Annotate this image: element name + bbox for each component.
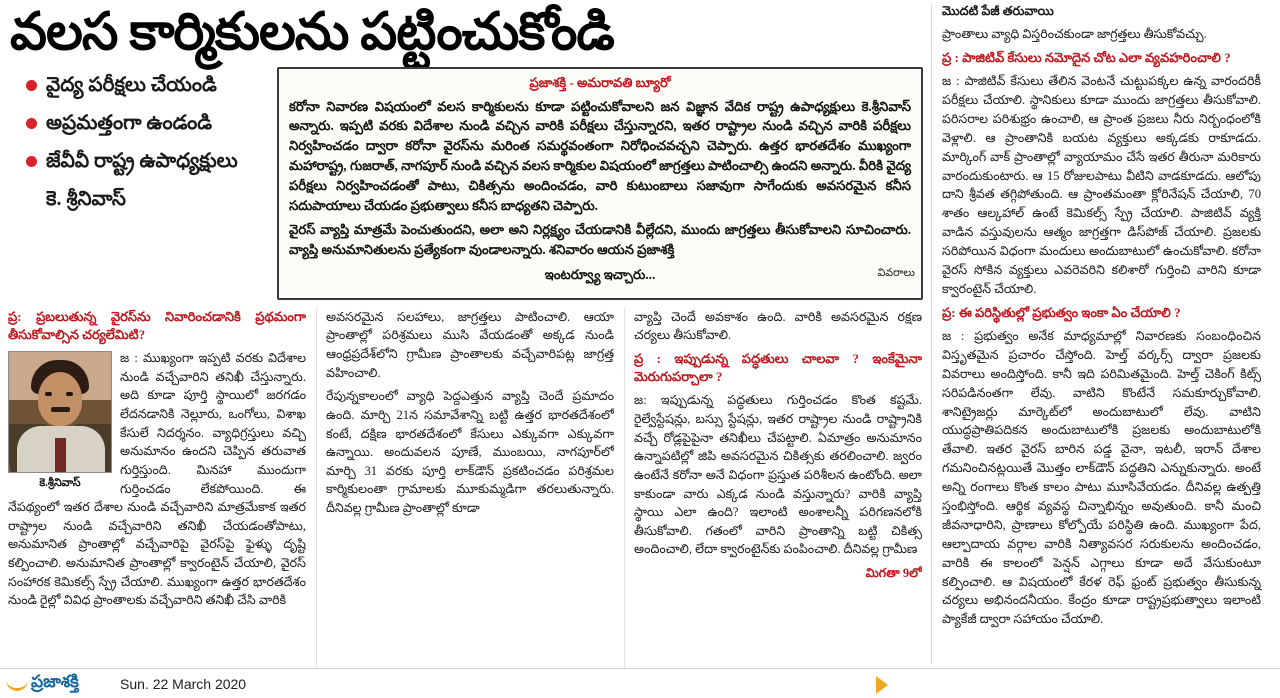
bullet-label: వైద్య పరీక్షలు చేయండి: [46, 73, 217, 96]
list-item: [26, 111, 263, 136]
interview-question: ప్ర: ప్రబలుతున్న వైరస్‌ను నివారించడానికి ప్రథమంగా తీసుకోవాల్సిన చర్యలేమిటి?: [8, 308, 306, 342]
intro-paragraph: వైరస్ వ్యాప్తి మాత్రమే పెంచుతుందని, అలా అని నిర్లక్ష్యం చేయడానికి వీల్లేదని, ముందు జాగ్రత్తలు తీసుకోవాలని సూచించారు. వ్యాప్తి అనుమానితులను ప్రత్యేకంగా వుండాలన్నారు. శనివారం ఆయన ప్రజాశక్తి: [289, 222, 911, 258]
intro-body: [289, 97, 911, 285]
publication-date: Sun. 22 March 2020: [120, 675, 247, 692]
byline: ప్రజాశక్తి - అమరావతి బ్యూరో: [529, 74, 671, 90]
bullet-label: అప్రమత్తంగా ఉండండి: [46, 111, 213, 134]
jump-line: మిగతా 9లో: [865, 566, 922, 581]
interview-question: ప్ర : పాజిటివ్ కేసులు నమోదైన చోట ఎలా వ్యవహరించాలి ?: [942, 49, 1231, 65]
photo-moustache: [51, 407, 70, 412]
photo-caption: కె.శ్రీనివాస్: [39, 477, 81, 490]
intro-paragraph: కరోనా నివారణ విషయంలో వలస కార్మికులను కూడా పట్టించుకోవాలని జన విజ్ఞాన వేదిక రాష్ట్ర ఉపాధ్యక్షులు కె.శ్రీనివాస్ అన్నారు. ఇప్పటి వరకు విదేశాల నుండి వచ్చిన వారికి పరీక్షలు చేస్తున్నారని, ఇతర రాష్ట్రాల నుండి వచ్చిన వారికి పరీక్షలు నిర్వహించడం ద్వారా కరోనా వైరస్‌ను మరింత సమర్థవంతంగా నిరోధించవచ్చని చెప్పారు. ఉత్తర భారతదేశం ముఖ్యంగా మహారాష్ట్ర, గుజరాత్, నాగపూర్ నుండి వచ్చిన వలస కార్మికుల విషయంలో జాగ్రత్తలు పాటించాల్సి ఉందని అన్నారు. వీరికి వైద్య పరీక్షలు నిర్వహించడంతో పాటు, చికిత్సను అందించడం, వారి కుటుంబాలు సజావుగా సాగేందుకు అవసరమైన కనీస సదుపాయాలు చేయడం ప్రభుత్వాలు కనీస బాధ్యతని చెప్పారు.: [289, 98, 911, 213]
list-item: [26, 187, 263, 212]
main-article-zone: [8, 4, 923, 664]
bullet-dot-icon: [26, 156, 37, 167]
body-columns: [8, 308, 923, 676]
intro-box: [277, 67, 923, 300]
page-footer: [0, 668, 1280, 698]
body-paragraph: రేపున్నకాలంలో వ్యాధి పెద్దఎత్తున వ్యాప్తి చెందే ప్రమాదం ఉంది. మార్చి 21న సమావేశాన్ని బట్టి ఉత్తర భారతదేశంలో కంటే, దక్షిణ భారతదేశంలో కేసులు ఎక్కువగా ఎక్కువగా ఉన్నాయి. అందువలన పూణే, ముంబయి, నాగపూర్‌లో మార్చి 31 వరకు పూర్తి లాక్‌డౌన్ ప్రకటించడం పరిశ్రమల కార్మికులంతా గ్రామాలకు మూకుమ్మడిగా తరలుతున్నారు. దీనివల్ల గ్రామీణ ప్రాంతాల్లో కూడా: [326, 389, 614, 516]
photo-tie: [55, 438, 66, 473]
bullet-dot-icon: [26, 80, 37, 91]
page-layout: [8, 4, 1272, 664]
photo-block: [8, 351, 112, 491]
interview-question: ప్ర: ఈ పరిస్థితుల్లో ప్రభుత్వం ఇంకా ఏం చేయాలి ?: [942, 304, 1181, 320]
avatar: [8, 351, 112, 473]
photo-eye-left: [45, 392, 52, 396]
continuation-heading: మొదటి పేజీ తరువాయి: [942, 4, 1054, 18]
continuation-column: [931, 4, 1261, 664]
page-title: వలస కార్మికులను పట్టించుకోండి: [10, 4, 614, 61]
headline-support-row: [8, 67, 923, 300]
body-paragraph: వ్యాప్తి చెందే అవకాశం ఉంది. వారికి అవసరమైన రక్షణ చర్యలు తీసుకోవాలి.: [634, 309, 922, 343]
interview-question: ప్ర : ఇప్పుడున్న పద్ధతులు చాలవా ? ఇంకేమైనా మెరుగుపర్చాలా ?: [634, 351, 922, 385]
logo-text: ప్రజాశక్తి: [31, 672, 79, 691]
list-item: [26, 73, 263, 98]
interview-answer: జ : పాజిటివ్ కేసులు తేలిన వెంటనే చుట్టుపక్కల ఉన్న వారందరికీ పరీక్షలు చేయాలి. స్థానికులు కూడా ముందు జాగ్రత్తలు తీసుకోవాలి. పరిసరాల పరిశుభ్రం ఉంచాలి, ఆ ప్రాంత ప్రజలు నీరు నిర్బంధంలోకి వెళ్లాలి. ఆ ప్రాంతానికి బయట వ్యక్తులు అక్కడకు రాకూడదు. మార్కింగ్ వాక్ ప్రాంతాల్లో వ్యాయామం చేసే ఇతర తీరునా మరికారు వారందుకుంటారు. ఆ 15 రోజులపాటు వీటిని వాడకూడదు. ఆలోపు దాని శ్రీవత తగ్గిపోతుంది. ఆ ప్రాంతమంతా క్లోరినేషన్ చేయాలి, 70 శాతం ఆల్కహాల్ ఉంటే కెమికల్స్ స్ప్రే చేయాలి. పాజిటివ్ వ్యక్తి వాడిన వస్తువులను ఆత్మం జాగ్రత్తగా డిస్‌పోజ్ చేయాలి. ప్రజలకు సరిపోయిన విధంగా మందులు అందుబాటులో ఉంచుకోవాలి. కరోనా వైరస్ సోకిన వ్యక్తులు ఎవరెవరిని కలిశారో గుర్తించి వారిని కూడా క్వారంటైన్ చేయాలి.: [942, 74, 1261, 296]
interview-answer: జ: ఇప్పుడున్న పద్ధతులు గుర్తించడం కొంత కష్టమే. రైల్వేస్టేషన్లు, బస్సు స్టేషన్లు, ఇతర రాష్ట్రాల నుండి రాష్ట్రానికి వచ్చే రోడ్లపైపైనా తనిఖీలు చేపట్టాలి. ఏమాత్రం అనుమానం ఉన్నాపటిల్లో జిపి అవసరమైన చికిత్సకు తరలించాలి. జ్వరం ఉంటేనే కరోనా అనే విధంగా ప్రస్తుత పరిశీలన ఉంటోంది. అలా కాకుండా వారు ఎక్కడ నుండి వస్తున్నారు? వారికి వ్యాప్తి స్థాయి ఎలా ఉంది? ఇలాంటి అంశాలన్నీ పరిగణనలోకి తీసుకోవాలి. గతంలో వారిని ప్రాంతాన్ని బట్టి చికిత్స అందించాలి, లేదా క్వారంటైన్‌కు పంపించాలి. దీనివల్ల గ్రామీణ: [634, 393, 922, 557]
interview-answer: జ : ప్రభుత్వం అనేక మాధ్యమాల్లో నివారణకు సంబంధించిన విస్తృతమైన ప్రచారం చేస్తోంది. హెల్త్ వర్కర్స్ ద్వారా ప్రజలకు వివరాలు అందిస్తోంది. కానీ ఇది పరిమితమైంది. హెల్త్ చెకింగ్ కిట్స్ సరిపడినంతగా లేవు. వాటిని కొంటేనే సమకూర్చుకోవాలి. శానిట్రైజర్లు మార్కెట్‌లో అందుబాటులో లేవు. వాటిని యుద్ధప్రాతిపదికన అందుబాటులోకి ప్రజలకు అందుబాటులోకి తేవాలి. ఇతర వైరస్ బారిన పడ్డ వైనా, ఇటలీ, ఇరాన్ దేశాల గమనించినట్లయితే మొత్తం లాక్‌డౌన్ పద్ధతిని ఎన్నుకున్నారు. అంటే అన్ని రంగాలు కొంత కాలం పాటు మూసివేయడం. దీనివల్ల ఉత్పత్తి స్తంభిస్తోంది. ఆర్థిక వ్యవస్థ చిన్నాభిన్నం అవుతుంది. కానీ మంచి జీవనాధారిని, ప్రాణాలు కోల్పోయే పరిస్థితి ఉంది. ముఖ్యంగా పేద, ఆల్పాదాయ వర్గాల వారికి నిత్యావసర సరుకులను అందించడం, వారికి ఈ కాలంలో పెన్షన్ ఎగ్గాలు కూడా అదే వేసుకుంటూ కల్పించాలి. ఆ విషయంలో కేరళ రెఫ్ ఫ్రంట్ ప్రభుత్వం తీసుకున్న చర్యలు అభినందనీయం. కేంద్రం కూడా రాష్ట్రప్రభుత్వాలు ఇలాంటి ప్యాకేజీ ద్వారా సహాయం చేయాలి.: [942, 328, 1261, 627]
bullet-dot-icon: [26, 118, 37, 129]
intro-closing-line: ఇంటర్వ్యూ ఇచ్చారు...: [544, 266, 656, 282]
continuation-body: [942, 25, 1261, 629]
body-paragraph: ప్రాంతాలు వ్యాధి విస్తరించకుండా జాగ్రత్తలు తీసుకోవచ్చు.: [942, 27, 1207, 41]
photo-eye-right: [66, 392, 73, 396]
bullet-list: [8, 67, 263, 225]
publication-logo: [6, 673, 110, 695]
logo-swash-icon: [6, 677, 28, 691]
interview-answer: జ : ముఖ్యంగా ఇప్పటి వరకు విదేశాల నుండి వచ్చేవారిని తనిఖీ చేస్తున్నారు. అది కూడా పూర్తి స్థాయిలో జరగడం లేదనడానికి నెల్లూరు, ఒంగోలు, విశాఖ కేసులే నిదర్శనం. వ్యాధిగ్రస్తులు వచ్చి అనుమానం ఉందని చెప్పిన తరువాత గుర్తిస్తుంది. మినహా ముందుగా గుర్తించడం లేకపోయింది. ఈ నేపథ్యంలో ఇతర దేశాల నుండి వచ్చేవారిని మాత్రమేకాక ఇతర రాష్ట్రాల నుండి వచ్చేవారిని తనిఖీ చేయడంతోపాటు, అనుమానిత ప్రాంతాల్లో వచ్చేవారిపై వైరస్‌పై ఫైళ్ళు దృష్టి కల్పించాలి. అనుమానిత ప్రాంతాల్లో క్వారంటైన్ చేయాలి, వైరస్ సంహారక కెమికల్స్ స్ప్రే చేయాలి. ముఖ్యంగా ఉత్తర భారతదేశం నుండి రైల్లో వివిధ ప్రాంతాలకు వచ్చేవారిని తనిఖీ చేసి వారికి: [8, 351, 306, 608]
photo-face: [38, 372, 82, 426]
flag-icon: [876, 676, 888, 694]
body-column-2: [316, 308, 614, 676]
body-column-1: [8, 308, 306, 676]
bullet-label: కె. శ్రీనివాస్: [46, 187, 126, 210]
intro-credit: వివరాలు: [874, 267, 915, 282]
body-paragraph: అవసరమైన సలహాలు, జాగ్రత్తలు పాటించాలి. ఆయా ప్రాంతాల్లో పరిశ్రమలు ముసి వేయడంతో అక్కడ నుండి ఆంధ్రప్రదేశ్‌లోని గ్రామీణ ప్రాంతాలకు వచ్చేవారిపట్ల జాగ్రత్త వహించాలి.: [326, 309, 614, 380]
bullet-label: జేవీవీ రాష్ట్ర ఉపాధ్యక్షులు: [46, 149, 238, 172]
list-item: [26, 149, 263, 174]
body-column-3: [624, 308, 922, 676]
